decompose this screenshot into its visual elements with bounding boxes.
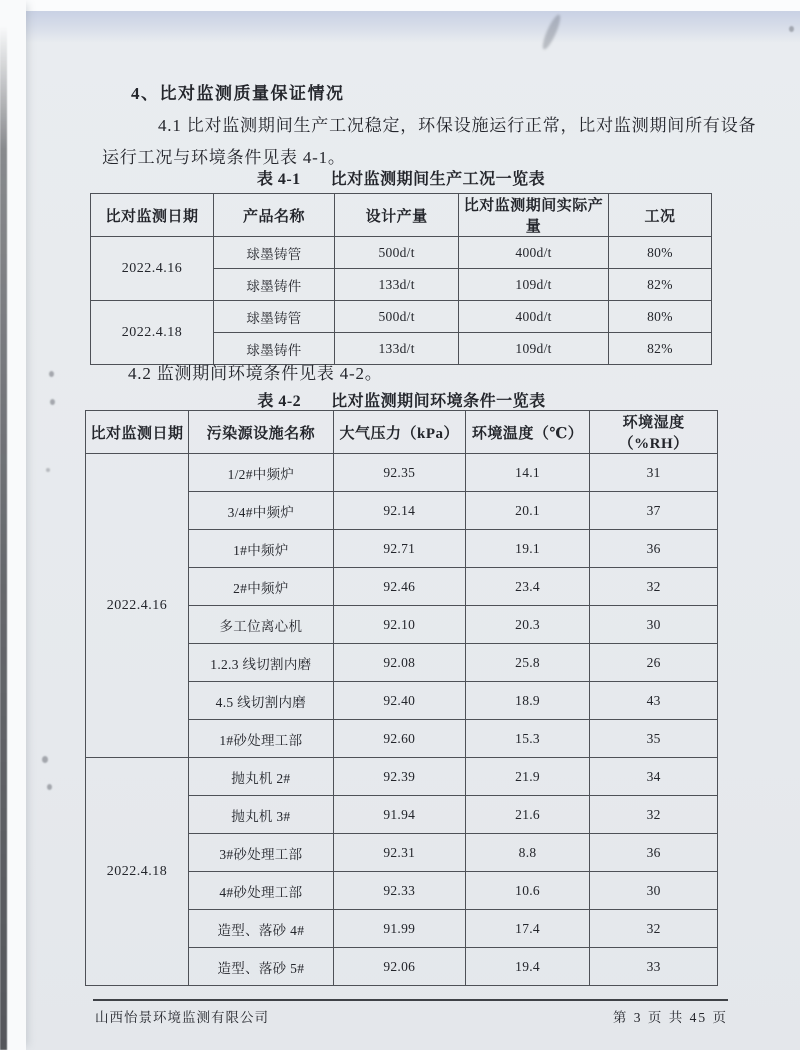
column-header: 环境湿度（%RH） (590, 411, 718, 454)
data-cell: 20.3 (465, 606, 590, 644)
data-cell: 19.1 (465, 530, 590, 568)
data-cell: 133d/t (335, 269, 459, 301)
table2-caption-title: 比对监测期间环境条件一览表 (331, 393, 546, 410)
data-cell: 92.40 (333, 682, 465, 720)
scan-speck (42, 756, 48, 763)
data-cell: 多工位离心机 (189, 606, 334, 644)
table-row (91, 301, 712, 333)
data-cell: 4.5 线切割内磨 (189, 682, 334, 720)
scan-speck (46, 468, 50, 472)
data-cell: 10.6 (465, 872, 590, 910)
table-row (86, 758, 718, 796)
footer-page-number: 第 3 页 共 45 页 (612, 1010, 728, 1025)
table1-body (91, 237, 712, 365)
column-header: 污染源设施名称 (189, 411, 334, 454)
column-header: 比对监测期间实际产量 (459, 194, 609, 237)
table2-caption-label: 表 4-2 (257, 393, 302, 410)
scan-speck (47, 784, 52, 790)
data-cell: 43 (590, 682, 718, 720)
data-cell: 23.4 (465, 568, 590, 606)
data-cell: 500d/t (335, 237, 459, 269)
data-cell: 球墨铸管 (213, 301, 334, 333)
data-cell: 92.31 (333, 834, 465, 872)
column-header: 大气压力（kPa） (333, 411, 465, 454)
table1-caption-title: 比对监测期间生产工况一览表 (330, 171, 546, 188)
data-cell: 26 (590, 644, 718, 682)
column-header: 产品名称 (213, 194, 334, 237)
scan-speck (50, 399, 55, 405)
table1-caption (90, 166, 712, 189)
data-cell: 82% (608, 333, 711, 365)
data-cell: 2#中频炉 (189, 568, 334, 606)
data-cell: 91.99 (333, 910, 465, 948)
data-cell: 32 (590, 910, 718, 948)
scan-edge-left-shadow (0, 26, 7, 1050)
data-cell: 3#砂处理工部 (189, 834, 334, 872)
scan-speck (789, 26, 794, 32)
data-cell: 球墨铸件 (213, 269, 334, 301)
data-cell: 92.71 (333, 530, 465, 568)
table-row (86, 454, 718, 492)
data-cell: 109d/t (459, 333, 609, 365)
date-cell: 2022.4.18 (91, 301, 214, 365)
header-row (91, 194, 712, 237)
section-heading: 4、比对监测质量保证情况 (131, 84, 345, 103)
data-cell: 造型、落砂 4# (189, 910, 334, 948)
data-cell: 30 (590, 606, 718, 644)
header-row (86, 411, 718, 454)
column-header: 比对监测日期 (86, 411, 189, 454)
column-header: 比对监测日期 (91, 194, 214, 237)
data-cell: 92.60 (333, 720, 465, 758)
table1-header (91, 194, 712, 237)
data-cell: 36 (590, 530, 718, 568)
data-cell: 14.1 (465, 454, 590, 492)
data-cell: 400d/t (459, 237, 609, 269)
data-cell: 17.4 (465, 910, 590, 948)
paragraph-4-2: 4.2 监测期间环境条件见表 4-2。 (128, 364, 383, 383)
table2-caption (85, 388, 718, 411)
data-cell: 18.9 (465, 682, 590, 720)
data-cell: 92.08 (333, 644, 465, 682)
data-cell: 92.46 (333, 568, 465, 606)
data-cell: 30 (590, 872, 718, 910)
data-cell: 92.14 (333, 492, 465, 530)
scan-speck (49, 371, 54, 377)
scan-shadow-band (10, 11, 800, 43)
footer-rule (93, 999, 728, 1001)
production-conditions-table (90, 193, 712, 365)
data-cell: 82% (608, 269, 711, 301)
data-cell: 400d/t (459, 301, 609, 333)
data-cell: 33 (590, 948, 718, 986)
column-header: 工况 (608, 194, 711, 237)
paragraph-4-1-line1: 4.1 比对监测期间生产工况稳定，环保设施运行正常，比对监测期间所有设备 (158, 116, 757, 135)
data-cell: 21.6 (465, 796, 590, 834)
data-cell: 1/2#中频炉 (189, 454, 334, 492)
paragraph-4-1-line2: 运行工况与环境条件见表 4-1。 (102, 148, 346, 167)
data-cell: 4#砂处理工部 (189, 872, 334, 910)
data-cell: 抛丸机 3# (189, 796, 334, 834)
data-cell: 500d/t (335, 301, 459, 333)
data-cell: 92.35 (333, 454, 465, 492)
data-cell: 109d/t (459, 269, 609, 301)
data-cell: 92.39 (333, 758, 465, 796)
data-cell: 1.2.3 线切割内磨 (189, 644, 334, 682)
data-cell: 1#中频炉 (189, 530, 334, 568)
footer-company-name: 山西怡景环境监测有限公司 (95, 1010, 269, 1025)
data-cell: 133d/t (335, 333, 459, 365)
date-cell: 2022.4.16 (86, 454, 189, 758)
table1-caption-label: 表 4-1 (256, 171, 301, 188)
data-cell: 32 (590, 568, 718, 606)
data-cell: 35 (590, 720, 718, 758)
column-header: 环境温度（℃） (465, 411, 590, 454)
data-cell: 3/4#中频炉 (189, 492, 334, 530)
data-cell: 1#砂处理工部 (189, 720, 334, 758)
data-cell: 92.06 (333, 948, 465, 986)
data-cell: 32 (590, 796, 718, 834)
data-cell: 15.3 (465, 720, 590, 758)
data-cell: 造型、落砂 5# (189, 948, 334, 986)
date-cell: 2022.4.16 (91, 237, 214, 301)
data-cell: 31 (590, 454, 718, 492)
column-header: 设计产量 (335, 194, 459, 237)
data-cell: 34 (590, 758, 718, 796)
data-cell: 21.9 (465, 758, 590, 796)
data-cell: 20.1 (465, 492, 590, 530)
table2-body (86, 454, 718, 986)
data-cell: 球墨铸件 (213, 333, 334, 365)
data-cell: 25.8 (465, 644, 590, 682)
data-cell: 80% (608, 301, 711, 333)
date-cell: 2022.4.18 (86, 758, 189, 986)
table-row (91, 237, 712, 269)
environment-conditions-table (85, 410, 718, 986)
data-cell: 92.10 (333, 606, 465, 644)
data-cell: 球墨铸管 (213, 237, 334, 269)
data-cell: 8.8 (465, 834, 590, 872)
data-cell: 91.94 (333, 796, 465, 834)
data-cell: 80% (608, 237, 711, 269)
data-cell: 92.33 (333, 872, 465, 910)
data-cell: 抛丸机 2# (189, 758, 334, 796)
data-cell: 19.4 (465, 948, 590, 986)
data-cell: 37 (590, 492, 718, 530)
data-cell: 36 (590, 834, 718, 872)
table2-header (86, 411, 718, 454)
